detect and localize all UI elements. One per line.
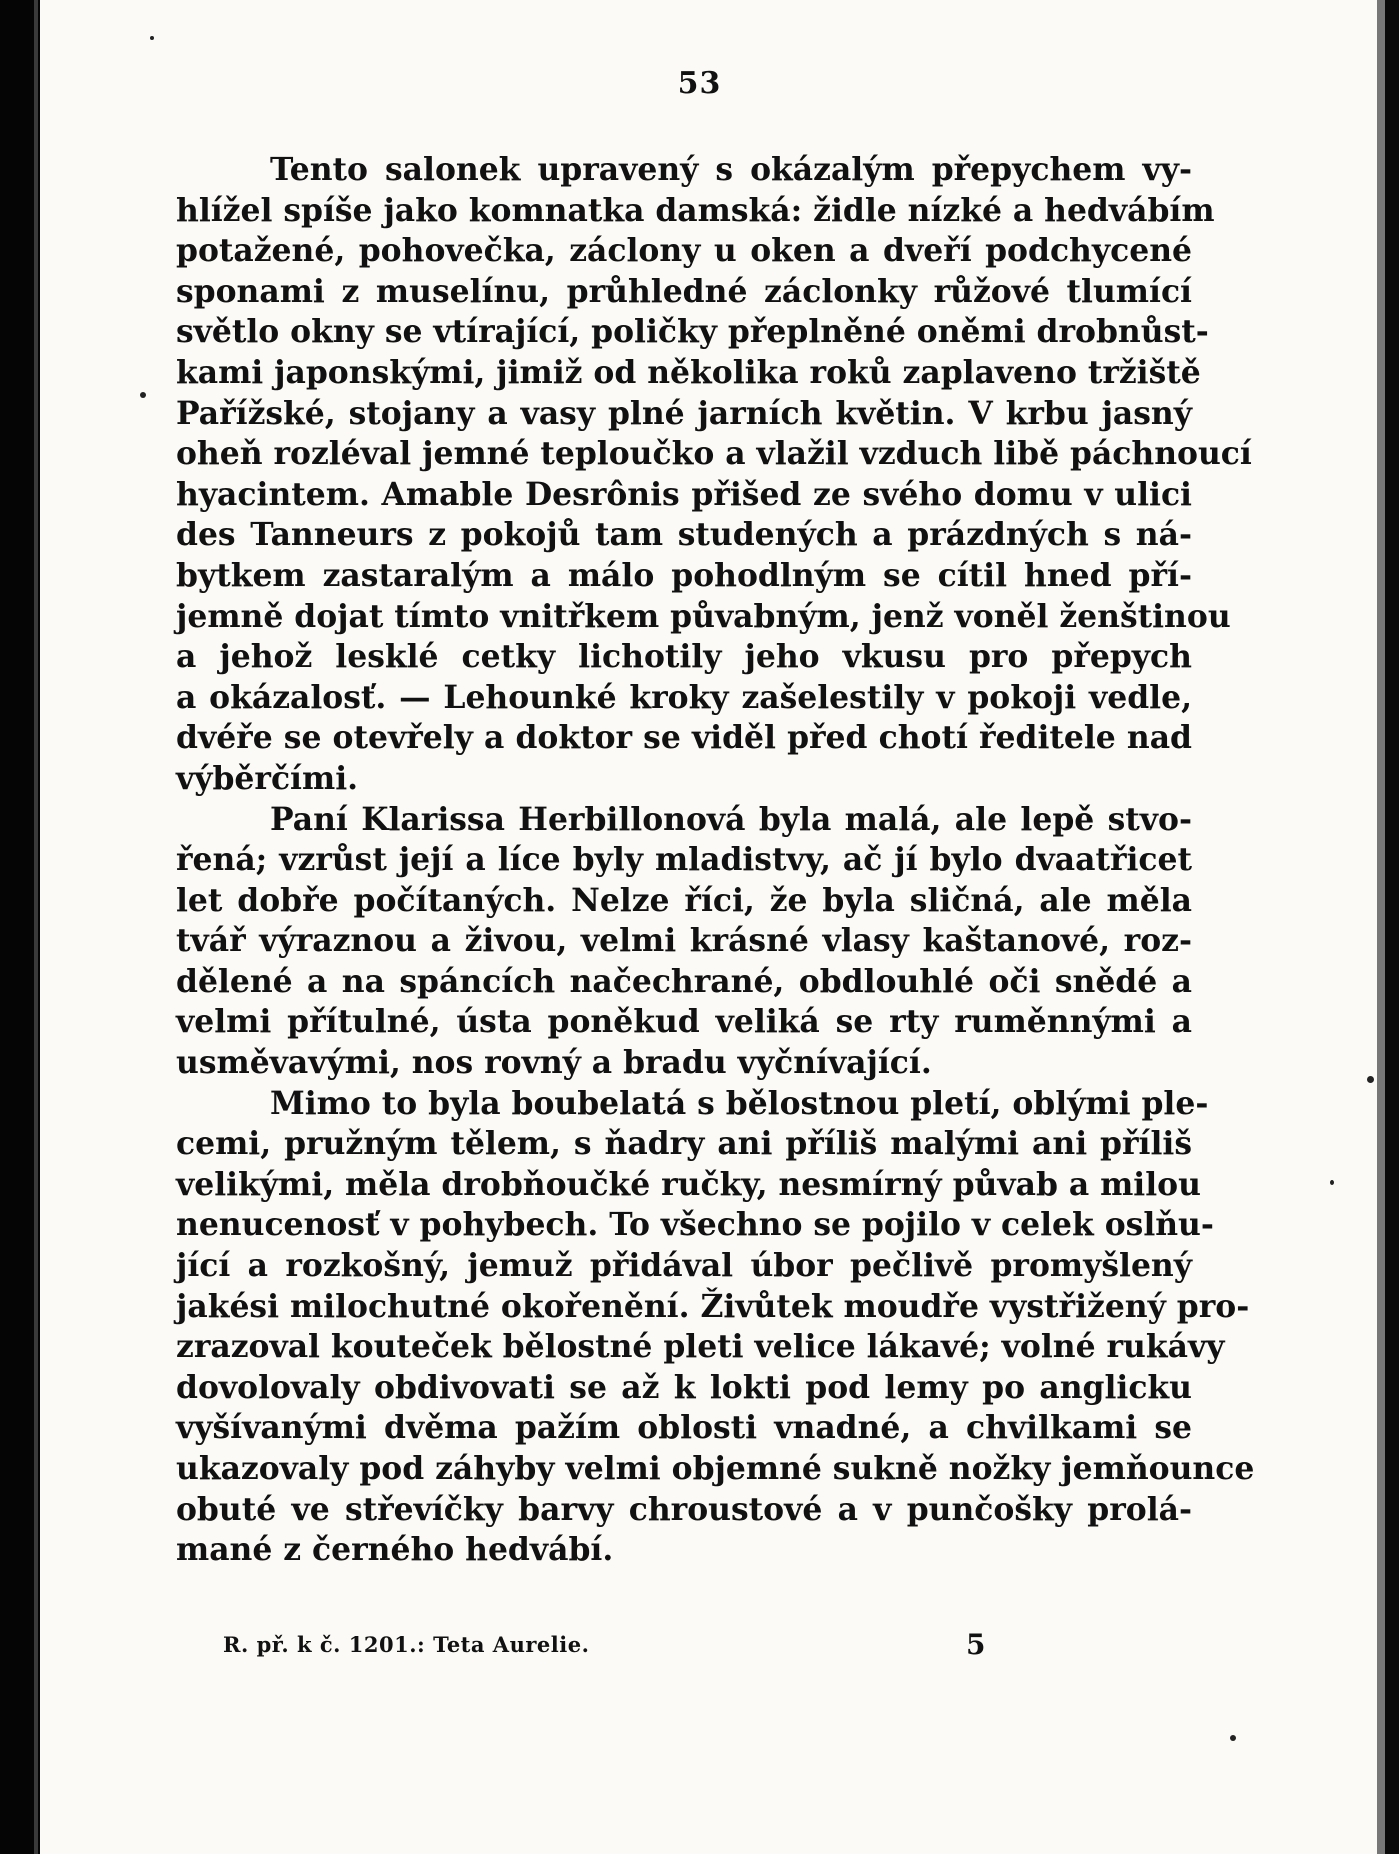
text-line: světlo okny se vtírající, poličky přeplněné oněmi drobnůst- bbox=[176, 314, 1209, 351]
text-line: zrazoval koutеček bělostné pleti velice lákavé; volné rukávy bbox=[176, 1329, 1225, 1366]
text-line: dvéře se otevřely a doktor se viděl před chotí ředitele nad bbox=[176, 720, 1192, 757]
text-line: a okázalosť. — Lehounké kroky zašelestily v pokoji vedle, bbox=[176, 679, 1192, 716]
text-line: řená; vzrůst její a líce byly mladistvy, ač jí bylo dvaatřicet bbox=[176, 842, 1192, 879]
text-line: vyšívanými dvěma pažím oblosti vnadné, a chvilkami se bbox=[176, 1410, 1192, 1447]
text-line: tvář výraznou a živou, velmi krásné vlasy kaštanové, roz- bbox=[176, 923, 1192, 960]
scan-speck bbox=[150, 36, 154, 40]
text-line: sponami z muselínu, průhledné záclonky růžové tlumící bbox=[176, 273, 1192, 310]
text-line: kami japonskými, jimiž od několika roků zaplaveno tržiště bbox=[176, 354, 1201, 391]
text-line: hyacintem. Amable Desrônis přišed ze svého domu v ulici bbox=[176, 476, 1192, 513]
scan-speck bbox=[1330, 1180, 1334, 1185]
text-line: dělené a na spáncích načechrané, obdlouhlé oči snědé a bbox=[176, 963, 1192, 1000]
text-line: Mimo to byla boubelatá s bělostnou pletí, oblými ple- bbox=[270, 1085, 1209, 1122]
text-line: Pařížské, stojany a vasy plné jarních květin. V krbu jasný bbox=[176, 395, 1192, 432]
text-line: mané z černého hedvábí. bbox=[176, 1532, 614, 1569]
text-line: dovolovaly obdivovati se až k lokti pod lemy po anglicku bbox=[176, 1369, 1192, 1406]
text-line: jemně dojat tímto vnitřkem půvabným, jenž voněl ženštinou bbox=[176, 598, 1231, 635]
text-line: velikými, měla drobňoučké ručky, nesmírný půvab a milou bbox=[176, 1166, 1201, 1203]
text-line: let dobře počítaných. Nelze říci, že byla sličná, ale měla bbox=[176, 882, 1192, 919]
page-number: 53 bbox=[677, 66, 722, 101]
printer-signature: R. př. k č. 1201.: Teta Aurelie. bbox=[223, 1632, 590, 1657]
text-line: des Tanneurs z pokojů tam studených a prázdných s ná- bbox=[176, 517, 1192, 554]
sheet-mark: 5 bbox=[966, 1628, 986, 1661]
text-line: potažené, pohovečka, záclony u oken a dveří podchycené bbox=[176, 233, 1192, 270]
text-line: usměvavými, nos rovný a bradu vyčnívající. bbox=[176, 1045, 932, 1082]
text-line: oheň rozléval jemné teploučko a vlažil vzduch libě páchnoucí bbox=[176, 436, 1252, 473]
text-line: ukazovaly pod záhyby velmi objemné sukně nožky jemňounce bbox=[176, 1451, 1255, 1487]
text-line: a jehož lesklé cetky lichotily jeho vkusu pro přepych bbox=[176, 639, 1192, 676]
text-line: nenucenosť v pohybech. To všechno se pojilo v celek oslňu- bbox=[176, 1207, 1214, 1244]
scan-border-stripe bbox=[34, 0, 38, 1854]
text-line: Paní Klarissa Herbillonová byla malá, ale lepě stvo- bbox=[270, 801, 1192, 838]
text-line: cemi, pružným tělem, s ňadry ani příliš malými ani příliš bbox=[176, 1126, 1192, 1163]
text-line: Tento salonek upravený s okázalým přepychem vy- bbox=[270, 152, 1192, 188]
text-line: bytkem zastaralým a málo pohodlným se cítil hned pří- bbox=[176, 557, 1192, 594]
body-text bbox=[176, 150, 1255, 1571]
scan-left-border bbox=[0, 0, 40, 1854]
text-line: výběrčími. bbox=[176, 760, 359, 797]
text-line: obuté ve střevíčky barvy chroustové a v punčošky prolá- bbox=[176, 1491, 1192, 1528]
text-line: jakési milochutné okořenění. Živůtek moudře vystřižený pro- bbox=[176, 1288, 1250, 1325]
scan-border-shade bbox=[1377, 0, 1385, 1854]
text-line: velmi přítulné, ústa poněkud veliká se rty ruměnnými a bbox=[176, 1004, 1192, 1041]
scan-speck bbox=[1230, 1735, 1236, 1741]
scan-right-border bbox=[1385, 0, 1399, 1854]
scan-speck bbox=[140, 392, 146, 398]
text-line: jící a rozkošný, jemuž přidával úbor pečlivě promyšlený bbox=[176, 1248, 1192, 1285]
scan-speck bbox=[1367, 1076, 1374, 1083]
text-line: hlížel spíše jako komnatka damská: židle nízké a hedvábím bbox=[176, 192, 1215, 229]
